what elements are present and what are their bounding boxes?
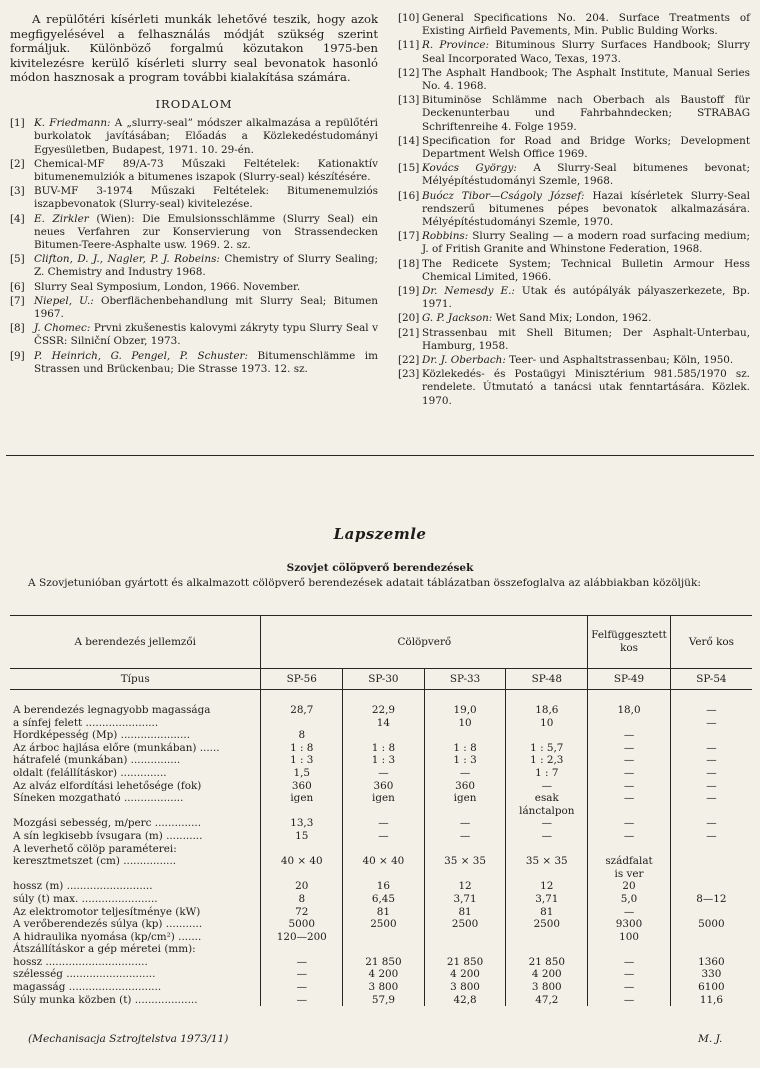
reference-item xyxy=(398,230,750,256)
reference-item xyxy=(398,39,750,65)
cell-value: — xyxy=(588,729,671,742)
reference-number: [12] xyxy=(398,66,420,79)
cell-value: — — xyxy=(588,780,671,818)
reference-title: Wet Sand Mix; London, 1962. xyxy=(492,312,652,325)
cell-value: 28,7 xyxy=(261,690,343,730)
header-group-vero-kos: Verő kos xyxy=(670,616,752,669)
cell-value: — — xyxy=(670,780,752,818)
reference-title: Bituminous Slurry Surfaces Handbook; Slurry Seal Incorporated Waco, Texas, 1973. xyxy=(422,39,751,65)
reference-text xyxy=(34,158,378,184)
reference-text xyxy=(422,162,750,188)
reference-author: Dr. J. Oberbach: xyxy=(422,354,506,367)
source-citation: (Mechanisacja Sztrojtelstva 1973/11) xyxy=(28,1033,229,1045)
cell-value: 360 igen xyxy=(424,780,506,818)
reference-text xyxy=(34,185,378,211)
table-type-row xyxy=(10,669,752,690)
spec-table xyxy=(10,615,752,1006)
reference-item xyxy=(398,312,750,325)
cell-value: 1360 330 6100 11,6 xyxy=(670,943,752,1006)
row-label: Átszállításkor a gép méretei (mm): hossz ............................... szélesség ........................... magasság ............................ Súly munka közben (t) ................... xyxy=(13,943,198,1006)
reference-item xyxy=(398,354,750,367)
left-column xyxy=(10,12,378,377)
cell-value: — — — — xyxy=(588,943,671,1006)
reference-item xyxy=(10,158,378,184)
cell-value: — — xyxy=(670,690,752,730)
cell-value: 16 6,45 81 2500 xyxy=(343,880,425,943)
reference-title: Chemical-MF 89/A-73 Műszaki Feltételek: Kationaktív bitumenemulziók a bitumenes iszapok (Slurry-seal) készítésére. xyxy=(34,157,378,183)
cell-value: 18,0 xyxy=(588,690,671,730)
cell-value: — — szádfalat is ver xyxy=(588,817,671,880)
reference-item xyxy=(398,327,750,353)
cell-value: 360 igen xyxy=(343,780,425,818)
reference-title: The Redicete System; Technical Bulletin Armour Hess Chemical Limited, 1966. xyxy=(422,257,750,283)
reference-title: Teer- und Asphaltstrassenbau; Köln, 1950. xyxy=(505,354,734,367)
section-divider xyxy=(6,455,754,456)
cell-value: 20 5,0 — 9300 100 xyxy=(588,880,671,943)
reference-author: Clifton, D. J., Nagler, P. J. Robeins: xyxy=(34,253,220,266)
reference-text xyxy=(34,281,378,294)
references-heading: IRODALOM xyxy=(155,96,233,111)
cell-value: — — xyxy=(670,817,752,880)
cell-value: — — 35 × 35 xyxy=(506,817,588,880)
right-column xyxy=(398,12,750,409)
reference-number: [21] xyxy=(398,326,420,339)
type-sp33: SP-33 xyxy=(424,669,506,690)
cell-value: 1 : 8 1 : 3 1,5 xyxy=(261,742,343,780)
row-label: Mozgási sebesség, m/perc .............. A sín legkisebb ívsugara (m) ........... A leverhető cölöp paraméterei: keresztmetszet (cm) ................ xyxy=(13,817,203,868)
table-body xyxy=(10,690,752,1007)
cell-value: 13,3 15 40 × 40 xyxy=(261,817,343,880)
reference-text xyxy=(422,190,750,230)
reference-title: Bitumenschlämme im Strassen und Brückenbau; Die Strasse 1973. 12. sz. xyxy=(34,349,378,375)
row-label: A berendezés legnagyobb magassága a sínfej felett ...................... xyxy=(13,704,211,729)
intro-paragraph: A repülőtéri kísérleti munkák lehetővé teszik, hogy azok megfigyelésével a felhasználás módját szükség szerint formáljuk. Különböző forgalmú közutakon 1975-ben kivitelezésre kerülő kísérleti slurry seal bevonatok hasonló módon hasznosak a program további kialakítása számára. xyxy=(10,12,378,85)
references-list-right xyxy=(398,12,750,408)
reference-text xyxy=(422,354,750,367)
reference-text xyxy=(34,253,378,279)
cell-value xyxy=(424,729,506,742)
reference-author: Niepel, U.: xyxy=(34,294,94,307)
reference-item xyxy=(398,67,750,93)
reference-title: Slurry Sealing — a modern road surfacing medium; J. of Fritish Granite and Whinstone Federation, 1968. xyxy=(422,230,750,256)
reference-number: [15] xyxy=(398,162,420,175)
row-label: Hordképesség (Mp) ..................... xyxy=(13,729,191,742)
reference-item xyxy=(10,295,378,321)
reference-item xyxy=(398,12,750,38)
row-label: Az alváz elfordítási lehetősége (fok) Síneken mozgatható .................. xyxy=(13,779,202,805)
section-title: Lapszemle xyxy=(333,525,427,543)
cell-value: 18,6 10 xyxy=(506,690,588,730)
reference-text xyxy=(34,350,378,376)
cell-value: 21 850 4 200 3 800 57,9 xyxy=(343,943,425,1006)
type-sp54: SP-54 xyxy=(670,669,752,690)
type-sp48: SP-48 xyxy=(506,669,588,690)
table-header-row xyxy=(10,616,752,669)
reference-text xyxy=(422,94,750,134)
cell-value: 1 : 8 1 : 3 — xyxy=(424,742,506,780)
reference-title: Slurry Seal Symposium, London, 1966. November. xyxy=(34,280,301,293)
cell-value: 21 850 4 200 3 800 42,8 xyxy=(424,943,506,1006)
reference-title: Hazai kísérletek Slurry-Seal rendszerű bitumenes pépes bevonatok alkalmazására. Mélyépítéstudományi Szemle, 1970. xyxy=(422,189,750,229)
reference-title: A Slurry-Seal bitumenes bevonat; Mélyépítéstudományi Szemle, 1968. xyxy=(422,162,750,188)
table-row xyxy=(10,780,752,818)
reference-title: A „slurry-seal” módszer alkalmazása a repülőtéri burkolatok javításában; Előadás a Közlekedéstudományi Egyesületben, Budapest, 1971. 10. 29-én. xyxy=(34,117,378,156)
reference-title: Strassenbau mit Shell Bitumen; Der Asphalt-Unterbau, Hamburg, 1958. xyxy=(422,326,750,352)
reference-number: [18] xyxy=(398,257,420,270)
reference-number: [5] xyxy=(10,253,25,266)
reference-number: [11] xyxy=(398,39,420,52)
header-feature: A berendezés jellemzői xyxy=(10,616,261,669)
cell-value: 12 3,71 81 2500 xyxy=(506,880,588,943)
reference-text xyxy=(34,117,378,157)
cell-value: 20 8 72 5000 120—200 xyxy=(261,880,343,943)
reference-title: Prvni zkušenestis kalovymi zákryty typu Slurry Seal v ČSSR: Silniční Obzer, 1973. xyxy=(34,322,378,348)
reference-item xyxy=(10,213,378,253)
type-sp56: SP-56 xyxy=(261,669,343,690)
cell-value: 360 igen xyxy=(261,780,343,818)
cell-value: — — 40 × 40 xyxy=(343,817,425,880)
cell-value: 1 : 8 1 : 3 — xyxy=(343,742,425,780)
table-row xyxy=(10,943,752,1006)
reference-text xyxy=(422,312,750,325)
table-row xyxy=(10,729,752,742)
cell-value: 19,0 10 xyxy=(424,690,506,730)
header-group-felfuggesztett-kos: Felfüggesztett kos xyxy=(588,616,671,669)
reference-item xyxy=(10,117,378,157)
reference-author: Dr. Nemesdy E.: xyxy=(422,285,515,298)
reference-text xyxy=(422,258,750,284)
cell-value: 1 : 5,7 1 : 2,3 1 : 7 xyxy=(506,742,588,780)
reference-title: The Asphalt Handbook; The Asphalt Institute, Manual Series No. 4. 1968. xyxy=(422,66,750,93)
reference-item xyxy=(398,135,750,161)
reference-author: R. Province: xyxy=(422,39,489,52)
reference-text xyxy=(422,135,750,161)
reference-number: [13] xyxy=(398,94,420,107)
reference-title: General Specifications No. 204. Surface Treatments of Existing Airfield Pavements, Min. Public Bulding Works. xyxy=(422,12,750,38)
cell-value xyxy=(670,729,752,742)
article-title: Szovjet cölöpverő berendezések xyxy=(286,562,474,574)
reference-item xyxy=(398,94,750,134)
reference-text xyxy=(422,368,750,408)
cell-value: 22,9 14 xyxy=(343,690,425,730)
reference-item xyxy=(10,253,378,279)
cell-value xyxy=(506,729,588,742)
reference-number: [20] xyxy=(398,312,420,325)
reference-number: [7] xyxy=(10,294,25,307)
reference-number: [23] xyxy=(398,368,420,381)
reference-number: [19] xyxy=(398,285,420,298)
reference-text xyxy=(34,295,378,321)
reference-item xyxy=(398,258,750,284)
article-intro: A Szovjetunióban gyártott és alkalmazott cölöpverő berendezések adatait táblázatban összefoglalva az alábbiakban közöljük: xyxy=(28,577,701,589)
cell-value: — — — — xyxy=(261,943,343,1006)
reference-item xyxy=(10,185,378,211)
reference-item xyxy=(10,322,378,348)
reference-number: [16] xyxy=(398,189,420,202)
reference-item xyxy=(398,190,750,230)
reference-item xyxy=(10,281,378,294)
cell-value: 8—12 5000 xyxy=(670,880,752,943)
cell-value: — — — xyxy=(588,742,671,780)
reference-author: Buócz Tibor—Cságoly József: xyxy=(422,189,585,202)
reference-item xyxy=(10,350,378,376)
reference-author: J. Chomec: xyxy=(34,322,91,335)
cell-value: 8 xyxy=(261,729,343,742)
reference-title: Utak és autópályák pályaszerkezete, Bp. 1971. xyxy=(422,285,750,311)
reference-number: [3] xyxy=(10,185,25,198)
reference-text xyxy=(34,213,378,253)
cell-value: — esak lánctalpon xyxy=(506,780,588,818)
row-label: Az árboc hajlása előre (munkában) ...... hátrafelé (munkában) ............... oldalt (felállításkor) .............. xyxy=(13,741,220,779)
reference-text xyxy=(422,39,750,65)
reference-text xyxy=(422,67,750,93)
reference-number: [8] xyxy=(10,322,25,335)
table-row xyxy=(10,742,752,780)
reference-title: (Wien): Die Emulsionsschlämme (Slurry Seal) ein neues Verfahren zur Konservierung von Strassendecken Bitumen-Teere-Asphalte usw. 1969. 2. sz. xyxy=(34,212,378,251)
reference-author: P. Heinrich, G. Pengel, P. Schuster: xyxy=(34,349,248,362)
reference-text xyxy=(422,327,750,353)
reference-title: Közlekedés- és Postaügyi Minisztérium 981.585/1970 sz. rendelete. Útmutató a tanácsi utak fenntartására. Közlek. 1970. xyxy=(422,368,750,407)
reference-item xyxy=(398,162,750,188)
reference-number: [17] xyxy=(398,230,420,243)
row-label: hossz (m) .......................... súly (t) max. ....................... Az elektromotor teljesítménye (kW) A verőberendezés súlya (kp) ........... A hidraulika nyomása (kp/cm²) ....... xyxy=(13,880,203,943)
reference-author: Kovács György: xyxy=(422,162,517,175)
reference-text xyxy=(422,285,750,311)
cell-value: 21 850 4 200 3 800 47,2 xyxy=(506,943,588,1006)
reference-title: Bituminöse Schlämme nach Oberbach als Baustoff für Deckenunterbau und Fahrbahndecken; STRABAG Schriftenreihe 4. Folge 1959. xyxy=(422,94,750,133)
reference-author: K. Friedmann: xyxy=(34,117,111,130)
cell-value xyxy=(343,729,425,742)
reference-author: G. P. Jackson: xyxy=(422,312,493,325)
reference-number: [4] xyxy=(10,212,25,225)
reference-author: E. Zirkler xyxy=(34,212,89,225)
reference-number: [1] xyxy=(10,117,25,130)
reference-title: Oberflächenbehandlung mit Slurry Seal; Bitumen 1967. xyxy=(34,294,379,321)
reference-text xyxy=(34,322,378,348)
reference-item xyxy=(398,285,750,311)
reference-title: BUV-MF 3-1974 Műszaki Feltételek: Bitumenemulziós iszapbevonatok (Slurry-seal) kivitelezése. xyxy=(34,185,378,211)
reference-author: Robbins: xyxy=(422,230,469,243)
reference-item xyxy=(398,368,750,408)
cell-value: 12 3,71 81 2500 xyxy=(424,880,506,943)
table-row xyxy=(10,690,752,730)
references-list-left xyxy=(10,117,378,376)
reference-number: [2] xyxy=(10,157,25,170)
reference-number: [14] xyxy=(398,134,420,147)
type-label: Típus xyxy=(10,669,261,690)
cell-value: — — — xyxy=(670,742,752,780)
header-group-cölöpverő: Cölöpverő xyxy=(261,616,588,669)
reference-title: Chemistry of Slurry Sealing; Z. Chemistry and Industry 1968. xyxy=(34,253,379,279)
table-row xyxy=(10,880,752,943)
reference-text xyxy=(422,230,750,256)
table-row xyxy=(10,817,752,880)
reference-number: [10] xyxy=(398,12,420,24)
signature: M. J. xyxy=(698,1033,723,1045)
reference-number: [6] xyxy=(10,280,25,293)
reference-title: Specification for Road and Bridge Works; Development Department Welsh Office 1969. xyxy=(422,134,750,161)
reference-number: [22] xyxy=(398,354,420,367)
type-sp30: SP-30 xyxy=(343,669,425,690)
type-sp49: SP-49 xyxy=(588,669,671,690)
reference-text xyxy=(422,12,750,38)
cell-value: — — 35 × 35 xyxy=(424,817,506,880)
reference-number: [9] xyxy=(10,349,25,362)
